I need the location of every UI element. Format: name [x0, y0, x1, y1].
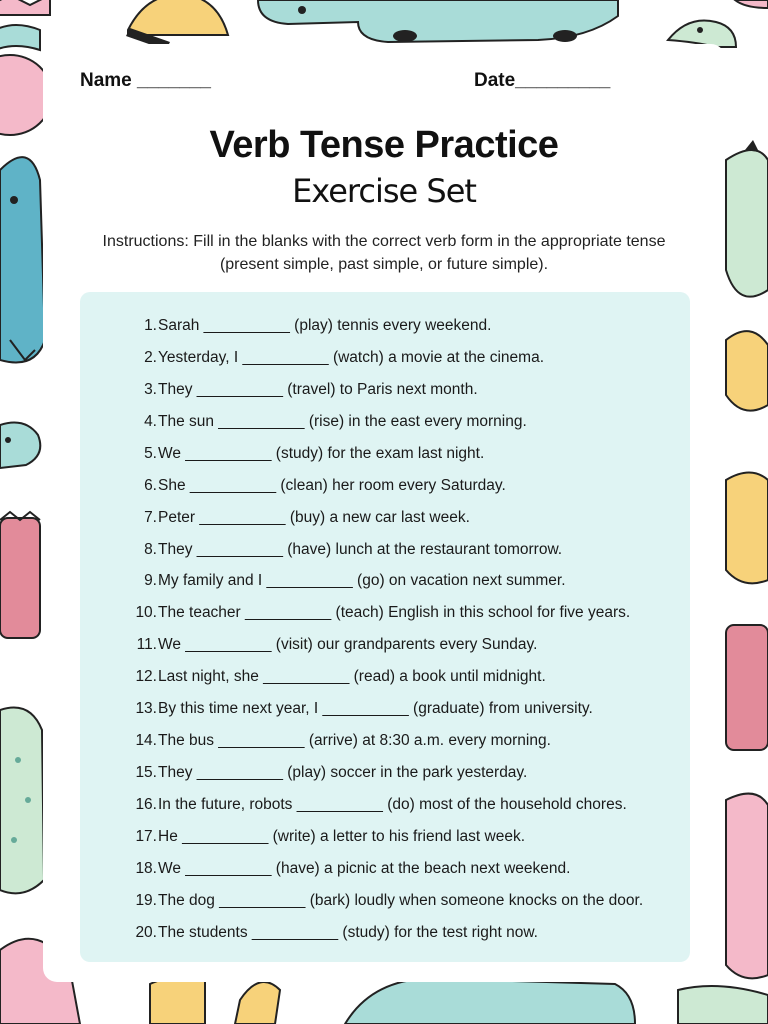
exercise-item[interactable]	[80, 310, 690, 342]
dinosaur-green-right-icon	[726, 140, 768, 297]
dinosaur-yellow-top-icon	[126, 0, 228, 50]
exercise-text: The dog __________ (bark) loudly when someone knocks on the door.	[158, 891, 644, 909]
exercise-text: She __________ (clean) her room every Saturday.	[158, 476, 506, 494]
exercise-number: 19.	[135, 891, 157, 909]
exercise-item[interactable]	[80, 342, 690, 374]
exercise-number: 14.	[135, 732, 157, 750]
exercise-item[interactable]	[80, 534, 690, 566]
dinosaur-yellow-right-icon	[726, 331, 768, 583]
exercise-number: 9.	[144, 572, 157, 590]
exercise-text: We __________ (have) a picnic at the beach next weekend.	[158, 859, 571, 877]
exercise-text: Yesterday, I __________ (watch) a movie at the cinema.	[158, 348, 545, 366]
page-title: Verb Tense Practice	[209, 124, 559, 166]
exercise-item[interactable]	[80, 725, 690, 757]
exercise-item[interactable]	[80, 629, 690, 661]
exercise-number: 2.	[144, 348, 157, 366]
exercise-text: By this time next year, I __________ (graduate) from university.	[158, 700, 593, 718]
exercise-number: 10.	[135, 604, 157, 622]
exercise-item[interactable]	[80, 502, 690, 534]
dinosaur-green-top-right-icon	[668, 0, 768, 47]
exercise-item[interactable]	[80, 566, 690, 598]
dinosaur-blue-left-icon	[0, 157, 45, 362]
exercise-list	[80, 310, 690, 949]
worksheet	[43, 44, 725, 982]
exercise-text: Last night, she __________ (read) a book until midnight.	[158, 668, 546, 686]
exercise-text: The students __________ (study) for the test right now.	[158, 923, 538, 941]
exercise-text: The bus __________ (arrive) at 8:30 a.m. every morning.	[158, 732, 551, 750]
exercise-text: In the future, robots __________ (do) most of the household chores.	[158, 796, 627, 814]
exercise-item[interactable]	[80, 821, 690, 853]
exercise-text: They __________ (have) lunch at the restaurant tomorrow.	[158, 540, 563, 558]
dinosaur-green-left-icon	[0, 708, 44, 894]
exercise-text: They __________ (play) soccer in the park yesterday.	[158, 764, 528, 782]
exercise-text: He __________ (write) a letter to his friend last week.	[158, 827, 526, 845]
exercise-text: We __________ (visit) our grandparents every Sunday.	[158, 636, 538, 654]
exercise-text: My family and I __________ (go) on vacation next summer.	[158, 572, 566, 590]
dinosaur-teal-top-icon	[258, 0, 618, 42]
dinosaur-rose-left-icon	[0, 512, 40, 638]
exercise-number: 5.	[144, 444, 157, 462]
exercise-number: 18.	[135, 859, 157, 877]
exercise-item[interactable]	[80, 597, 690, 629]
exercise-number: 13.	[135, 700, 157, 718]
exercise-number: 3.	[144, 380, 157, 398]
exercise-item[interactable]	[80, 406, 690, 438]
date-field[interactable]: Date_________	[474, 70, 611, 91]
exercise-text: Peter __________ (buy) a new car last week.	[158, 508, 470, 526]
exercise-number: 12.	[135, 668, 157, 686]
exercise-number: 16.	[135, 796, 157, 814]
exercise-item[interactable]	[80, 757, 690, 789]
exercise-number: 6.	[144, 476, 157, 494]
exercise-text: We __________ (study) for the exam last night.	[158, 444, 485, 462]
dinosaur-rose-right-icon	[726, 625, 768, 750]
exercise-item[interactable]	[80, 917, 690, 949]
page-subtitle: Exercise Set	[292, 172, 476, 210]
exercise-item[interactable]	[80, 693, 690, 725]
exercise-text: The sun __________ (rise) in the east every morning.	[158, 412, 527, 430]
exercise-number: 11.	[136, 636, 157, 654]
name-field[interactable]: Name _______	[80, 70, 211, 91]
exercise-item[interactable]	[80, 661, 690, 693]
exercise-number: 20.	[135, 923, 157, 941]
exercise-item[interactable]	[80, 470, 690, 502]
exercise-text: They __________ (travel) to Paris next month.	[158, 380, 478, 398]
dinosaur-teal-left-icon	[0, 423, 40, 468]
dinosaur-bottom-icons	[150, 977, 768, 1024]
exercise-item[interactable]	[80, 853, 690, 885]
exercise-number: 1.	[144, 316, 157, 334]
exercise-item[interactable]	[80, 438, 690, 470]
exercise-number: 15.	[135, 764, 157, 782]
exercise-number: 17.	[135, 827, 157, 845]
exercise-item[interactable]	[80, 885, 690, 917]
exercise-box	[80, 292, 690, 962]
dinosaur-pink-right-icon	[726, 794, 768, 979]
exercise-text: Sarah __________ (play) tennis every weekend.	[158, 316, 492, 334]
exercise-item[interactable]	[80, 374, 690, 406]
instructions: Instructions: Fill in the blanks with the correct verb form in the appropriate tense (present simple, past simple, or future simple).	[102, 233, 666, 273]
exercise-number: 8.	[144, 540, 157, 558]
exercise-item[interactable]	[80, 789, 690, 821]
exercise-number: 7.	[144, 508, 157, 526]
exercise-number: 4.	[144, 412, 157, 430]
exercise-text: The teacher __________ (teach) English in this school for five years.	[158, 604, 631, 622]
